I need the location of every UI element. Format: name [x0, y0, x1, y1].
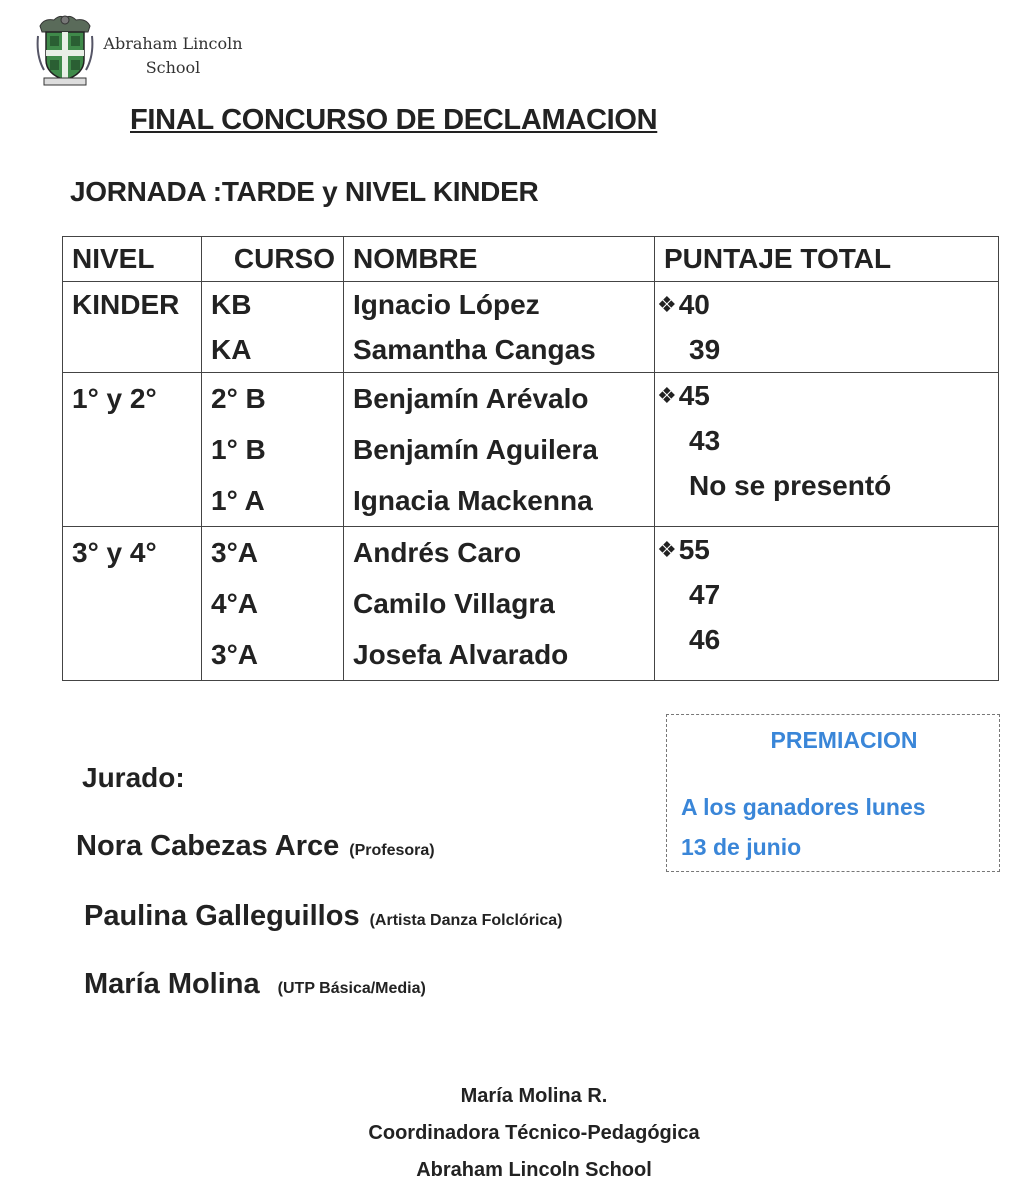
- puntaje-value: 43: [689, 425, 721, 456]
- header-puntaje: PUNTAJE TOTAL: [655, 237, 999, 282]
- prize-text: [681, 787, 981, 867]
- nivel-cell: [63, 527, 202, 681]
- jury-name: Paulina Galleguillos: [84, 900, 360, 932]
- curso-value: 4°A: [211, 588, 258, 619]
- nombre-cell: [344, 282, 655, 373]
- puntaje-winner: [657, 527, 990, 572]
- signature-position: Coordinadora Técnico-Pedagógica: [368, 1122, 700, 1144]
- nombre-cell: [344, 373, 655, 527]
- page-title: FINAL CONCURSO DE DECLAMACION: [130, 104, 658, 136]
- table-row: [63, 527, 999, 681]
- school-name-line1: Abraham Lincoln: [103, 34, 243, 53]
- curso-cell: [202, 282, 344, 373]
- curso-value: KB: [211, 289, 252, 320]
- jury-member: [84, 968, 426, 1001]
- school-name: [98, 32, 248, 80]
- jury-name: María Molina: [84, 968, 260, 1000]
- puntaje-value: 40: [678, 289, 710, 320]
- school-crest-icon: [36, 12, 94, 86]
- nombre-value: Benjamín Arévalo: [353, 383, 589, 414]
- jury-role: (Artista Danza Folclórica): [369, 912, 563, 929]
- nivel-cell: [63, 282, 202, 373]
- signature-institution: Abraham Lincoln School: [416, 1159, 652, 1181]
- curso-value: 3°A: [211, 537, 258, 568]
- page-subtitle: JORNADA :TARDE y NIVEL KINDER: [70, 176, 539, 207]
- puntaje-value: 39: [689, 334, 721, 365]
- puntaje-cell: [655, 527, 999, 681]
- nombre-value: Samantha Cangas: [353, 334, 596, 365]
- school-name-line2: School: [145, 58, 201, 77]
- nombre-value: Josefa Alvarado: [353, 639, 569, 670]
- nombre-value: Andrés Caro: [353, 537, 522, 568]
- puntaje-cell: [655, 373, 999, 527]
- nombre-value: Benjamín Aguilera: [353, 434, 598, 465]
- puntaje-value: 46: [689, 624, 721, 655]
- nombre-value: Ignacio López: [353, 289, 540, 320]
- curso-cell: [202, 373, 344, 527]
- curso-value: 2° B: [211, 383, 266, 414]
- puntaje-value: No se presentó: [689, 470, 892, 501]
- puntaje-cell: [655, 282, 999, 373]
- prize-line: 13 de junio: [681, 834, 802, 860]
- nombre-value: Ignacia Mackenna: [353, 485, 593, 516]
- table-row: [63, 373, 999, 527]
- table-header-row: [63, 237, 999, 282]
- puntaje-value: 47: [689, 579, 721, 610]
- nivel-value: 3° y 4°: [72, 537, 157, 568]
- nivel-value: KINDER: [72, 289, 180, 320]
- winner-mark-icon: ❖: [657, 383, 677, 408]
- header-nombre: NOMBRE: [344, 237, 655, 282]
- jury-role: (Profesora): [349, 842, 435, 859]
- winner-mark-icon: ❖: [657, 537, 677, 562]
- results-table: [62, 236, 999, 681]
- signature-name: María Molina R.: [460, 1085, 608, 1107]
- curso-value: 3°A: [211, 639, 258, 670]
- jury-member: [76, 830, 435, 863]
- prize-title: PREMIACION: [770, 727, 918, 753]
- nivel-cell: [63, 373, 202, 527]
- jury-role: (UTP Básica/Media): [277, 980, 426, 997]
- header-nivel: NIVEL: [63, 237, 202, 282]
- prize-box: [666, 714, 1000, 872]
- winner-mark-icon: ❖: [657, 292, 677, 317]
- puntaje-winner: [657, 373, 990, 418]
- header-curso: CURSO: [202, 237, 344, 282]
- puntaje-winner: [657, 282, 990, 327]
- curso-value: KA: [211, 334, 252, 365]
- signature-block: [0, 1078, 1028, 1189]
- nombre-value: Camilo Villagra: [353, 588, 555, 619]
- table-row: [63, 282, 999, 373]
- jury-member: [84, 900, 563, 933]
- puntaje-value: 45: [678, 380, 710, 411]
- jury-label: Jurado:: [82, 762, 185, 793]
- nombre-cell: [344, 527, 655, 681]
- nivel-value: 1° y 2°: [72, 383, 157, 414]
- prize-line: A los ganadores lunes: [681, 794, 926, 820]
- curso-cell: [202, 527, 344, 681]
- curso-value: 1° B: [211, 434, 266, 465]
- curso-value: 1° A: [211, 485, 265, 516]
- jury-name: Nora Cabezas Arce: [76, 830, 340, 862]
- puntaje-value: 55: [678, 534, 710, 565]
